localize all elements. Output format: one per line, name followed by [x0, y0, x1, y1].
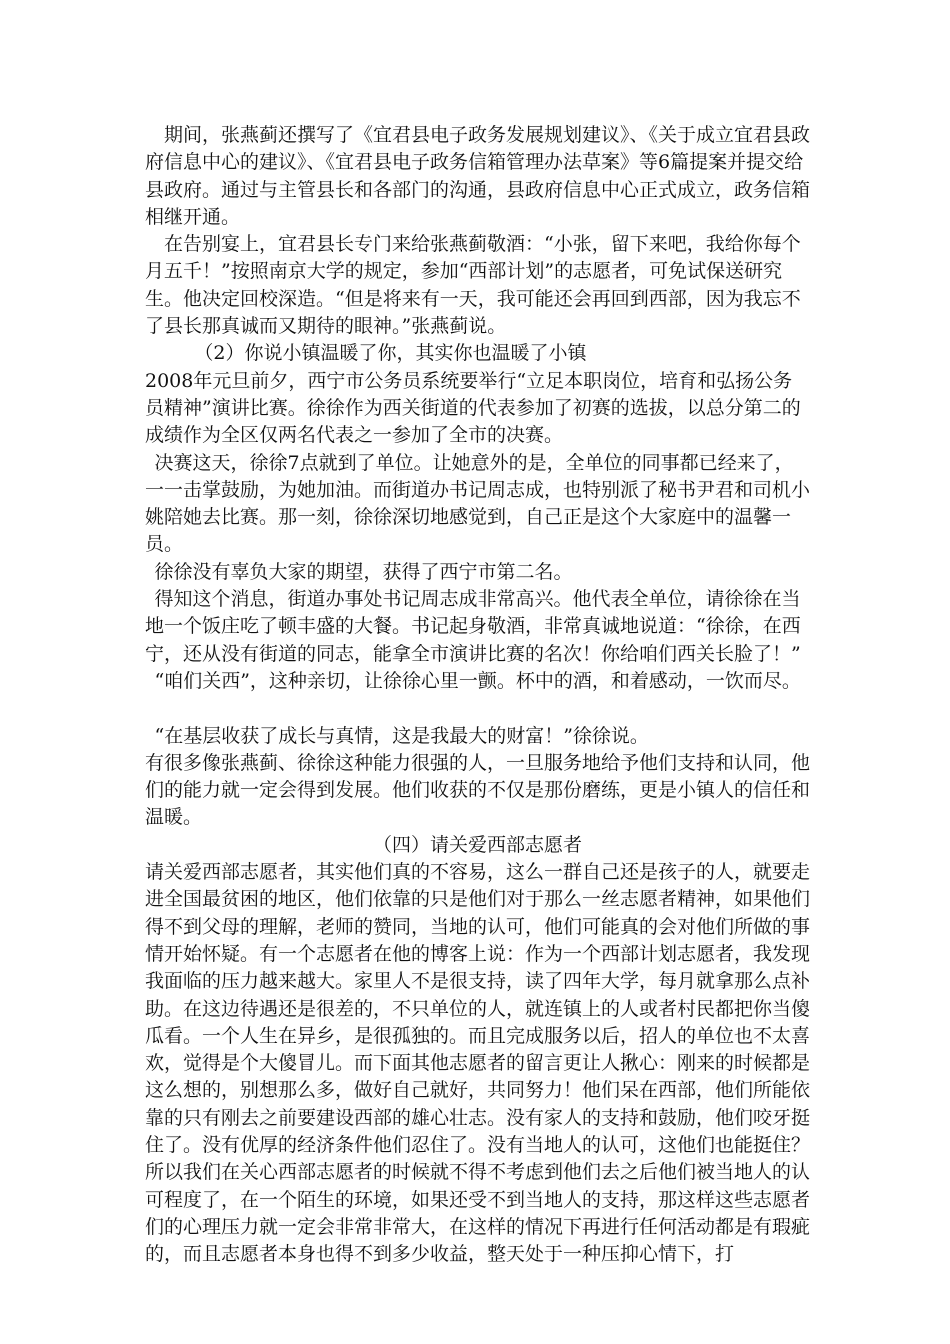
subheading-warm-town: （2）你说小镇温暖了你，其实你也温暖了小镇: [194, 342, 587, 365]
paragraph-speech-contest: 2008年元旦前夕，西宁市公务员系统要举行“立足本职岗位，培育和弘扬公务员精神”演讲比赛。徐徐作为西关街道的代表参加了初赛的选拔，以总分第二的成绩作为全区仅两名代表之一参加了全市的决赛。: [145, 369, 801, 447]
paragraph-final-day: 决赛这天，徐徐7点就到了单位。让她意外的是，全单位的同事都已经来了，一一击掌鼓励，为她加油。而街道办书记周志成，也特别派了秘书尹君和司机小姚陪她去比赛。那一刻，徐徐深切地感觉到，自己正是这个大家庭中的温馨一员。: [145, 451, 811, 556]
document-page: [145, 122, 810, 1268]
paragraph-greatest-wealth: “在基层收获了成长与真情，这是我最大的财富！”徐徐说。: [154, 724, 649, 747]
paragraph-planning-proposals: 期间，张燕蓟还撰写了《宜君县电子政务发展规划建议》、《关于成立宜君县政府信息中心的建议》、《宜君县电子政务信箱管理办法草案》等6篇提案并提交给县政府。通过与主管县长和各部门的沟通，县政府信息中心正式成立，政务信箱相继开通。: [145, 124, 811, 228]
section-heading-care-volunteers: （四）请关爱西部志愿者: [372, 833, 582, 856]
paragraph-our-guanxi: “咱们关西”，这种亲切，让徐徐心里一颤。杯中的酒，和着感动，一饮而尽。: [154, 669, 801, 692]
paragraph-celebration: 得知这个消息，街道办事处书记周志成非常高兴。他代表全单位，请徐徐在当地一个饭庄吃了顿丰盛的大餐。书记起身敬酒，非常真诚地说道：“徐徐，在西宁，还从没有街道的同志，能拿全市演讲比赛的名次！你给咱们西关长脸了！”: [145, 588, 801, 665]
paragraph-second-place: 徐徐没有辜负大家的期望，获得了西宁市第二名。: [154, 560, 573, 583]
paragraph-volunteer-hardships: 请关爱西部志愿者，其实他们真的不容易，这么一群自己还是孩子的人，就要走进全国最贫困的地区，他们依靠的只是他们对于那么一丝志愿者精神，如果他们得不到父母的理解，老师的赞同，当地的认可，他们可能真的会对他们所做的事情开始怀疑。有一个志愿者在他的博客上说：作为一个西部计划志愿者，我发现我面临的压力越来越大。家里人不是很支持，读了四年大学，每月就拿那么点补助。在这边待遇还是很差的，不只单位的人，就连镇上的人或者村民都把你当傻瓜看。一个人生在异乡，是很孤独的。而且完成服务以后，招人的单位也不太喜欢，觉得是个大傻冒儿。而下面其他志愿者的留言更让人揪心：刚来的时候都是这么想的，别想那么多，做好自己就好，共同努力！他们呆在西部，他们所能依靠的只有刚去之前要建设西部的雄心壮志。没有家人的支持和鼓励，他们咬牙挺住了。没有优厚的经济条件他们忍住了。没有当地人的认可，这他们也能挺住？: [145, 861, 811, 1156]
paragraph-local-recognition: 所以我们在关心西部志愿者的时候就不得不考虑到他们去之后他们被当地人的认可程度了，在一个陌生的环境，如果还受不到当地人的支持，那这样这些志愿者们的心理压力就一定会非常非常大，在这样的情况下再进行任何活动都是有瑕疵的，而且志愿者本身也得不到多少收益，整天处于一种压抑心情下，打: [145, 1161, 811, 1266]
paragraph-support-recognition: 有很多像张燕蓟、徐徐这种能力很强的人，一旦服务地给予他们支持和认同，他们的能力就一定会得到发展。他们收获的不仅是那份磨练，更是小镇人的信任和温暖。: [145, 751, 811, 829]
blank-line: [145, 695, 810, 722]
paragraph-farewell-banquet: 在告别宴上，宜君县长专门来给张燕蓟敬酒：“小张，留下来吧，我给你每个月五千！”按照南京大学的规定，参加“西部计划”的志愿者，可免试保送研究生。他决定回校深造。“但是将来有一天，我可能还会再回到西部，因为我忘不了县长那真诚而又期待的眼神。”张燕蓟说。: [145, 233, 801, 338]
